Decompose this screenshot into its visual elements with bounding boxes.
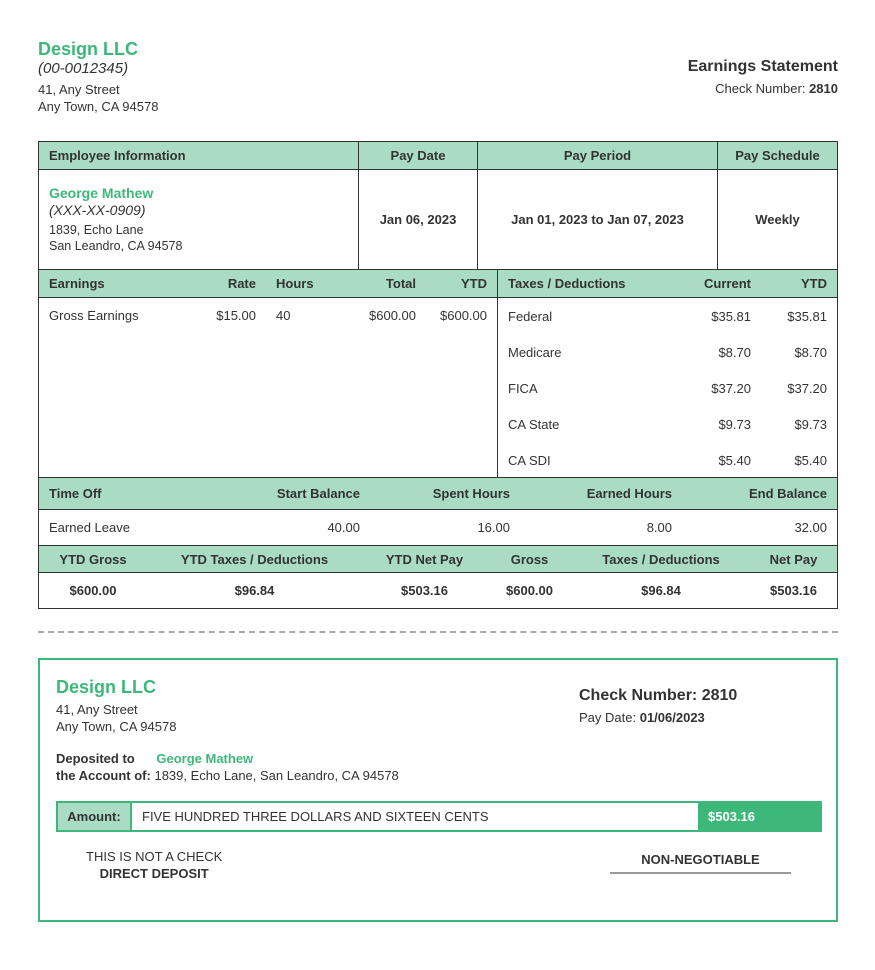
check-pay-date xyxy=(579,708,737,728)
amount-bar xyxy=(56,801,822,832)
pay-schedule-value: Weekly xyxy=(755,212,800,227)
tax-row xyxy=(498,406,837,442)
taxes-table xyxy=(498,270,837,477)
tax-ytd: $8.70 xyxy=(794,344,827,360)
check-pay-date-label: Pay Date: xyxy=(579,710,637,725)
tax-current: $5.40 xyxy=(718,452,751,468)
payee-address: 1839, Echo Lane, San Leandro, CA 94578 xyxy=(154,768,399,783)
header-taxes: Taxes / Deductions xyxy=(602,551,720,567)
tax-name: CA State xyxy=(508,416,560,432)
tax-current: $37.20 xyxy=(711,380,751,396)
header-taxes-deductions: Taxes / Deductions xyxy=(508,276,626,291)
pay-date-value: Jan 06, 2023 xyxy=(359,170,478,269)
employee-information xyxy=(39,170,359,269)
time-off-name: Earned Leave xyxy=(49,520,130,535)
check-number-value: 2810 xyxy=(809,81,838,96)
check-number-label: Check Number: xyxy=(715,81,806,96)
header-ytd: YTD xyxy=(461,276,487,291)
header-employee-information: Employee Information xyxy=(39,142,359,169)
tax-name: CA SDI xyxy=(508,452,551,468)
header-time-off: Time Off xyxy=(49,486,102,501)
time-off-header-row xyxy=(39,477,837,509)
check-pay-date-value: 01/06/2023 xyxy=(639,710,705,725)
info-header-row xyxy=(39,142,837,169)
time-off-start: 40.00 xyxy=(327,520,360,535)
not-a-check-notice xyxy=(86,848,222,882)
header-start-balance: Start Balance xyxy=(276,486,360,501)
tax-ytd: $9.73 xyxy=(794,416,827,432)
header-gross: Gross xyxy=(510,551,549,567)
employee-address xyxy=(49,222,182,254)
header-earnings: Earnings xyxy=(49,276,105,291)
employee-ssn: (XXX-XX-0909) xyxy=(49,202,146,218)
summary-header-row xyxy=(39,545,837,572)
company-ein: (00-0012345) xyxy=(38,60,129,77)
deposit-to-block xyxy=(56,750,399,784)
tax-ytd: $5.40 xyxy=(794,452,827,468)
header-ytd-net-pay: YTD Net Pay xyxy=(385,551,464,567)
header-hours: Hours xyxy=(276,276,314,291)
direct-deposit-text: DIRECT DEPOSIT xyxy=(99,866,209,881)
company-address-line1: 41, Any Street xyxy=(38,82,120,97)
header-rate: Rate xyxy=(227,276,256,291)
header-current: Current xyxy=(704,276,751,291)
tax-row xyxy=(498,334,837,370)
employee-address-line2: San Leandro, CA 94578 xyxy=(49,239,183,253)
header-net-pay: Net Pay xyxy=(769,551,818,567)
deposit-check-stub xyxy=(38,658,838,922)
ytd-gross-value: $600.00 xyxy=(69,583,117,598)
header-spent-hours: Spent Hours xyxy=(432,486,510,501)
amount-in-words: FIVE HUNDRED THREE DOLLARS AND SIXTEEN CENTS xyxy=(142,809,489,824)
amount-value: $503.16 xyxy=(698,803,820,830)
gross-value: $600.00 xyxy=(506,583,553,598)
statement-title: Earnings Statement xyxy=(687,58,838,75)
check-company-name: Design LLC xyxy=(56,677,157,697)
info-body-row xyxy=(39,169,837,269)
header-earned-hours: Earned Hours xyxy=(586,486,672,501)
check-company-address xyxy=(56,701,176,735)
tax-name: FICA xyxy=(508,380,538,396)
earnings-hours: 40 xyxy=(276,308,291,323)
tax-current: $9.73 xyxy=(718,416,751,432)
tax-row xyxy=(498,442,837,478)
check-number-block xyxy=(579,686,737,728)
earnings-total: $600.00 xyxy=(369,308,416,323)
net-pay-value: $503.16 xyxy=(770,583,817,598)
header-end-balance: End Balance xyxy=(748,486,827,501)
employee-address-line1: 1839, Echo Lane xyxy=(49,223,144,237)
header-ytd-gross: YTD Gross xyxy=(59,551,127,567)
tax-name: Medicare xyxy=(508,344,562,360)
header-ytd-taxes: YTD Taxes / Deductions xyxy=(180,551,329,567)
check-number: Check Number: 2810 xyxy=(579,687,738,704)
header-taxes-ytd: YTD xyxy=(801,276,827,291)
pay-period-value: Jan 01, 2023 to Jan 07, 2023 xyxy=(478,170,718,269)
header-pay-date: Pay Date xyxy=(359,142,478,169)
account-of-label: the Account of: xyxy=(56,768,151,783)
non-negotiable-signature-line: NON-NEGOTIABLE xyxy=(610,852,791,874)
taxes-value: $96.84 xyxy=(641,583,681,598)
earnings-taxes-section xyxy=(39,269,837,477)
employee-name: George Mathew xyxy=(49,185,154,201)
tax-ytd: $35.81 xyxy=(787,308,827,324)
ytd-net-pay-value: $503.16 xyxy=(401,583,448,598)
header-pay-period: Pay Period xyxy=(478,142,718,169)
tax-current: $8.70 xyxy=(718,344,751,360)
tax-row xyxy=(498,298,837,334)
time-off-earned: 8.00 xyxy=(646,520,672,535)
tax-row xyxy=(498,370,837,406)
header-total: Total xyxy=(385,276,416,291)
pay-stub-grid xyxy=(38,141,838,609)
time-off-row xyxy=(39,509,837,545)
company-name: Design LLC xyxy=(38,39,139,59)
summary-values-row xyxy=(39,572,837,608)
earnings-ytd: $600.00 xyxy=(440,308,487,323)
taxes-rows xyxy=(498,297,837,478)
check-company-address-line2: Any Town, CA 94578 xyxy=(56,719,177,734)
statement-header xyxy=(38,38,838,128)
earnings-header-row xyxy=(39,270,497,297)
earnings-row xyxy=(39,297,497,333)
taxes-header-row xyxy=(498,270,837,297)
header-pay-schedule: Pay Schedule xyxy=(735,148,820,163)
tax-ytd: $37.20 xyxy=(787,380,827,396)
company-address-line2: Any Town, CA 94578 xyxy=(38,99,159,114)
check-company-address-line1: 41, Any Street xyxy=(56,702,138,717)
tax-name: Federal xyxy=(508,308,553,324)
amount-label: Amount: xyxy=(58,803,132,830)
time-off-spent: 16.00 xyxy=(477,520,510,535)
earnings-rate: $15.00 xyxy=(216,308,256,323)
statement-title-block xyxy=(688,57,838,99)
deposited-to-label: Deposited to xyxy=(56,751,135,766)
ytd-taxes-value: $96.84 xyxy=(234,583,275,598)
not-a-check-text: THIS IS NOT A CHECK xyxy=(86,849,223,864)
payee-name: George Mathew xyxy=(156,751,254,766)
earnings-table xyxy=(39,270,498,477)
earnings-name: Gross Earnings xyxy=(49,308,139,323)
time-off-end: 32.00 xyxy=(794,520,827,535)
tax-current: $35.81 xyxy=(711,308,751,324)
check-company-block xyxy=(56,676,176,735)
statement-check-number xyxy=(688,79,838,99)
tear-line-divider xyxy=(38,631,838,633)
